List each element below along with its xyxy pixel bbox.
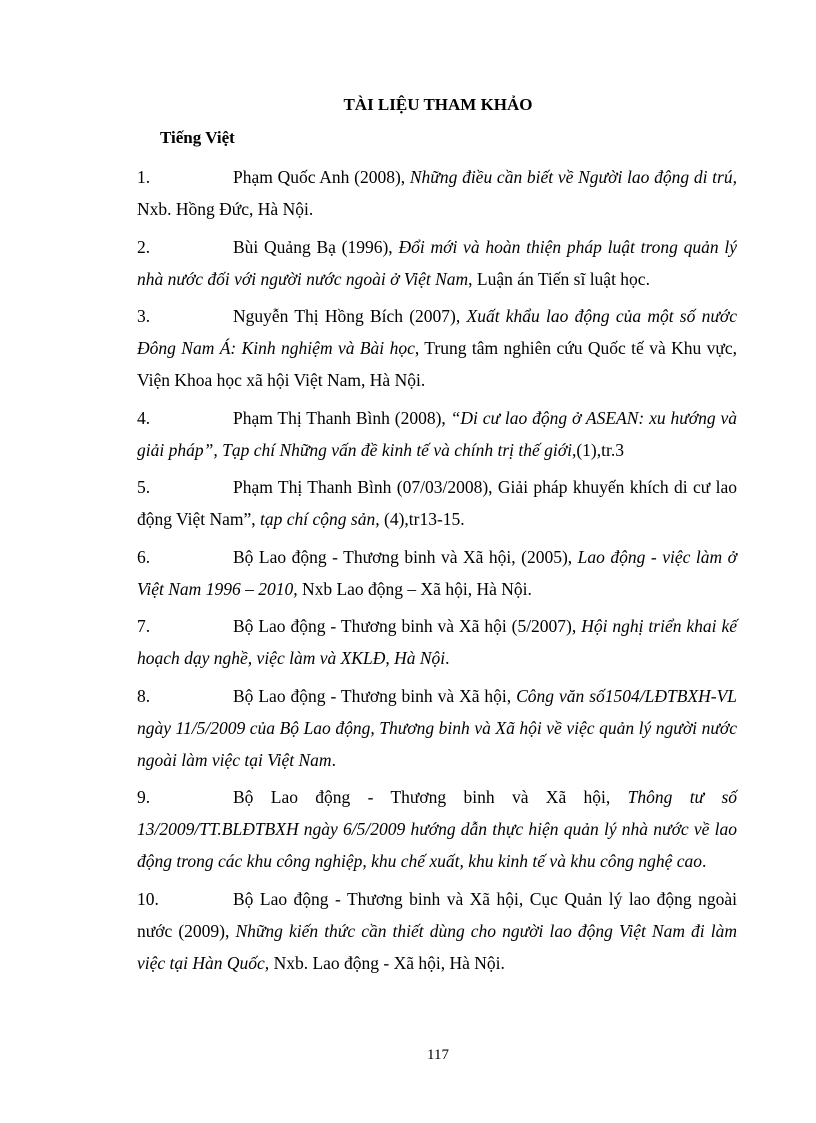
reference-text: , Luận án Tiến sĩ luật học. [468,268,650,289]
reference-text: Nguyễn Thị Hồng Bích (2007), [233,306,467,326]
reference-text: Nxb. Hồng Đức, Hà Nội. [137,199,314,219]
reference-number: 3. [137,306,151,326]
reference-item [137,781,737,877]
reference-number: 4. [137,407,151,428]
reference-title-text: tạp chí cộng sản, [260,509,380,529]
reference-text: . [445,648,450,668]
reference-title-text: Xuất khẩu lao động của một số nước Đông Nam Á: Kinh nghiệm và Bài học [137,306,737,358]
reference-title-text: Lao động - việc làm ở Việt Nam 1996 – 2010, [137,546,737,599]
reference-item [137,541,737,605]
reference-text: Phạm Thị Thanh Bình (2008), [233,407,451,428]
reference-item [137,231,737,295]
reference-item [137,402,737,466]
reference-number: 5. [137,477,151,497]
reference-text: Bộ Lao động - Thương binh và Xã hội, Cục Quản lý lao động ngoài nước (2009), [137,888,737,941]
reference-title-text: Những điều cần biết về Người lao động di trú, [409,167,737,187]
reference-text: Bộ Lao động - Thương binh và Xã hội, [233,787,628,807]
reference-text: ,(1),tr.3 [571,439,624,460]
reference-text: . [331,749,336,770]
reference-item [137,610,737,674]
reference-title-text: Đổi mới và hoàn thiện pháp luật trong quản lý nhà nước đối với người nước ngoài ở Việt Nam [137,236,737,289]
section-heading: Tiếng Việt [160,128,235,147]
reference-item [137,300,737,396]
reference-title-text: “Di cư lao động ở ASEAN: xu hướng và giải pháp”, Tạp chí Những vấn đề kinh tế và chính trị thế giới [137,407,737,460]
reference-text: Bộ Lao động - Thương binh và Xã hội, [233,685,517,706]
page-number: 117 [427,1047,449,1063]
reference-item [137,161,737,225]
reference-number: 7. [137,616,151,636]
reference-item [137,883,737,979]
reference-number: 9. [137,787,151,807]
reference-number: 6. [137,546,151,567]
reference-list [137,161,737,984]
reference-text: Nxb Lao động – Xã hội, Hà Nội. [297,578,532,599]
reference-title-text: Những kiến thức cần thiết dùng cho người lao động Việt Nam đi làm việc tại Hàn Quốc, [137,920,737,973]
reference-title-text: Công văn số1504/LĐTBXH-VL ngày 11/5/2009 của Bộ Lao động, Thương binh và Xã hội về việc quản lý người nước ngoài làm việc tại Việt Nam [137,685,738,770]
reference-text: (4),tr13-15. [379,509,465,529]
reference-text: Nxb. Lao động - Xã hội, Hà Nội. [269,952,505,973]
reference-number: 10. [137,888,159,909]
page-title: TÀI LIỆU THAM KHẢO [343,95,533,114]
reference-text: . [702,851,707,871]
reference-item [137,471,737,535]
reference-text: Bùi Quảng Bạ (1996), [233,236,399,257]
reference-text: Bộ Lao động - Thương binh và Xã hội (5/2007), [233,616,582,636]
reference-text: Phạm Thị Thanh Bình (07/03/2008), Giải pháp khuyến khích di cư lao động Việt Nam”, [137,477,737,529]
reference-text: , Trung tâm nghiên cứu Quốc tế và Khu vực, Viện Khoa học xã hội Việt Nam, Hà Nội. [137,338,738,390]
reference-number: 1. [137,167,151,187]
reference-title-text: Hội nghị triển khai kế hoạch dạy nghề, việc làm và XKLĐ, Hà Nội [137,616,738,668]
reference-number: 8. [137,685,151,706]
reference-number: 2. [137,236,151,257]
reference-text: Bộ Lao động - Thương binh và Xã hội, (2005), [233,546,578,567]
reference-item [137,680,737,776]
reference-title-text: Thông tư số 13/2009/TT.BLĐTBXH ngày 6/5/2009 hướng dẫn thực hiện quản lý nhà nước về lao động trong các khu công nghiệp, khu chế xuất, khu kinh tế và khu công nghệ cao [137,787,737,871]
reference-text: Phạm Quốc Anh (2008), [233,167,410,187]
